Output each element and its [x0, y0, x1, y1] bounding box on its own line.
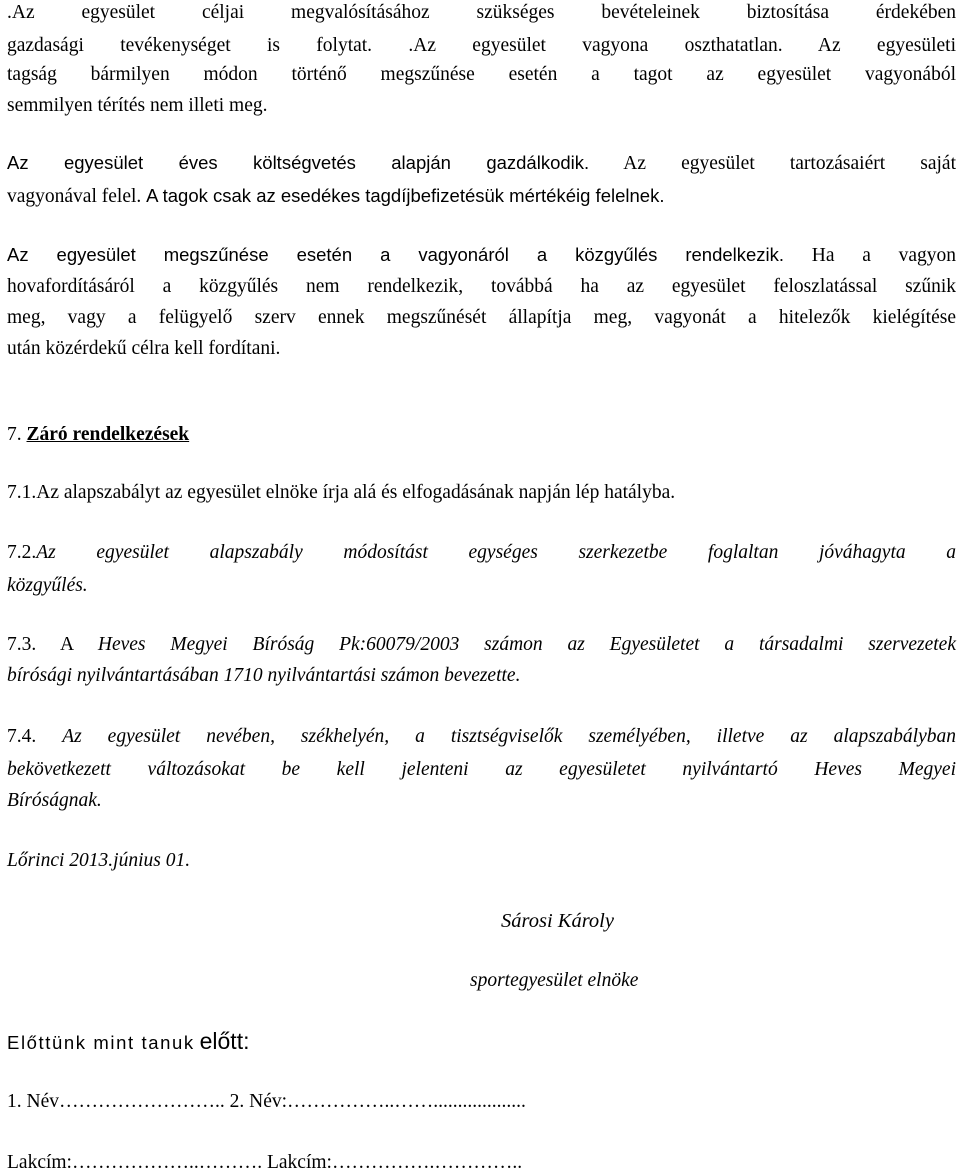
witness-heading-text: Előttünk mint tanuk [7, 1032, 195, 1053]
clause-7-3-line-1 [7, 635, 956, 655]
paragraph-2-sentence-3: A tagok csak az esedékes tagdíjbefizetésük mértékéig felelnek. [146, 185, 665, 206]
witness-heading-end: előtt: [199, 1028, 250, 1054]
section-heading [7, 425, 189, 445]
paragraph-3-line-4: után közérdekű célra kell fordítani. [7, 338, 281, 359]
witness-name-line: 1. Név…………………….. 2. Név:……………..……................... [7, 1091, 526, 1112]
paragraph-1-line-1: .Az egyesület céljai megvalósításához szükséges bevételeinek biztosítása érdekében [7, 2, 956, 23]
clause-7-1-number: 7.1. [7, 482, 37, 503]
place-date: Lőrinci 2013.június 01. [7, 850, 191, 871]
section-title: Záró rendelkezések [26, 424, 190, 445]
clause-7-1-text: Az alapszabályt az egyesület elnöke írja alá és elfogadásának napján lép hatályba. [36, 482, 676, 503]
clause-7-4-line-2: bekövetkezett változásokat be kell jelenteni az egyesületet nyilvántartó Heves Megyei [7, 759, 956, 780]
paragraph-1-line-2: gazdasági tevékenységet is folytat. .Az egyesület vagyona oszthatatlan. Az egyesületi [7, 35, 956, 56]
clause-7-3-article: A [60, 634, 74, 655]
clause-7-2-line-2: közgyűlés. [7, 575, 88, 596]
paragraph-3-line-1 [7, 246, 956, 266]
paragraph-1-line-4: semmilyen térítés nem illeti meg. [7, 95, 268, 116]
clause-7-4-text: Az egyesület nevében, székhelyén, a tisztségviselők személyében, illetve az alapszabályban [62, 726, 956, 747]
paragraph-3-sentence-1: Az egyesület megszűnése esetén a vagyonáról a közgyűlés rendelkezik. [7, 244, 785, 265]
clause-7-4-line-1 [7, 727, 956, 747]
clause-7-3-text: Heves Megyei Bíróság Pk:60079/2003 számon az Egyesületet a társadalmi szervezetek [97, 634, 956, 655]
clause-7-4-number: 7.4. [7, 726, 37, 747]
clause-7-2-text: Az egyesület alapszabály módosítást egységes szerkezetbe foglaltan jóváhagyta a [36, 542, 956, 563]
paragraph-2-sentence-1: Az egyesület éves költségvetés alapján gazdálkodik. [7, 152, 590, 173]
clause-7-2-number: 7.2. [7, 542, 37, 563]
clause-7-4-line-3: Bíróságnak. [7, 790, 102, 811]
clause-7-3-line-2: bírósági nyilvántartásában 1710 nyilvántartási számon bevezette. [7, 665, 521, 686]
paragraph-2-line-1 [7, 154, 956, 174]
witness-heading [7, 1030, 249, 1054]
signatory-name: Sárosi Károly [501, 910, 614, 932]
paragraph-2-sentence-2: Az egyesület tartozásaiért saját [623, 153, 956, 174]
paragraph-3-line-2: hovafordításáról a közgyűlés nem rendelkezik, továbbá ha az egyesület feloszlatással szűnik [7, 276, 956, 297]
clause-7-3-number: 7.3. [7, 634, 37, 655]
witness-address-line: Lakcím:………………..………. Lakcím:…………….………….. [7, 1152, 523, 1173]
clause-7-2-line-1 [7, 543, 956, 563]
section-number: 7. [7, 424, 22, 445]
paragraph-2-sentence-2-end: vagyonával felel. [7, 186, 142, 207]
paragraph-3-sentence-2: Ha a vagyon [811, 245, 956, 266]
clause-7-1 [7, 483, 675, 503]
paragraph-2-line-2 [7, 187, 664, 207]
signatory-role: sportegyesület elnöke [470, 970, 639, 991]
paragraph-1-line-3: tagság bármilyen módon történő megszűnése esetén a tagot az egyesület vagyonából [7, 64, 956, 85]
paragraph-3-line-3: meg, vagy a felügyelő szerv ennek megszűnését állapítja meg, vagyonát a hitelezők kielégítése [7, 307, 956, 328]
